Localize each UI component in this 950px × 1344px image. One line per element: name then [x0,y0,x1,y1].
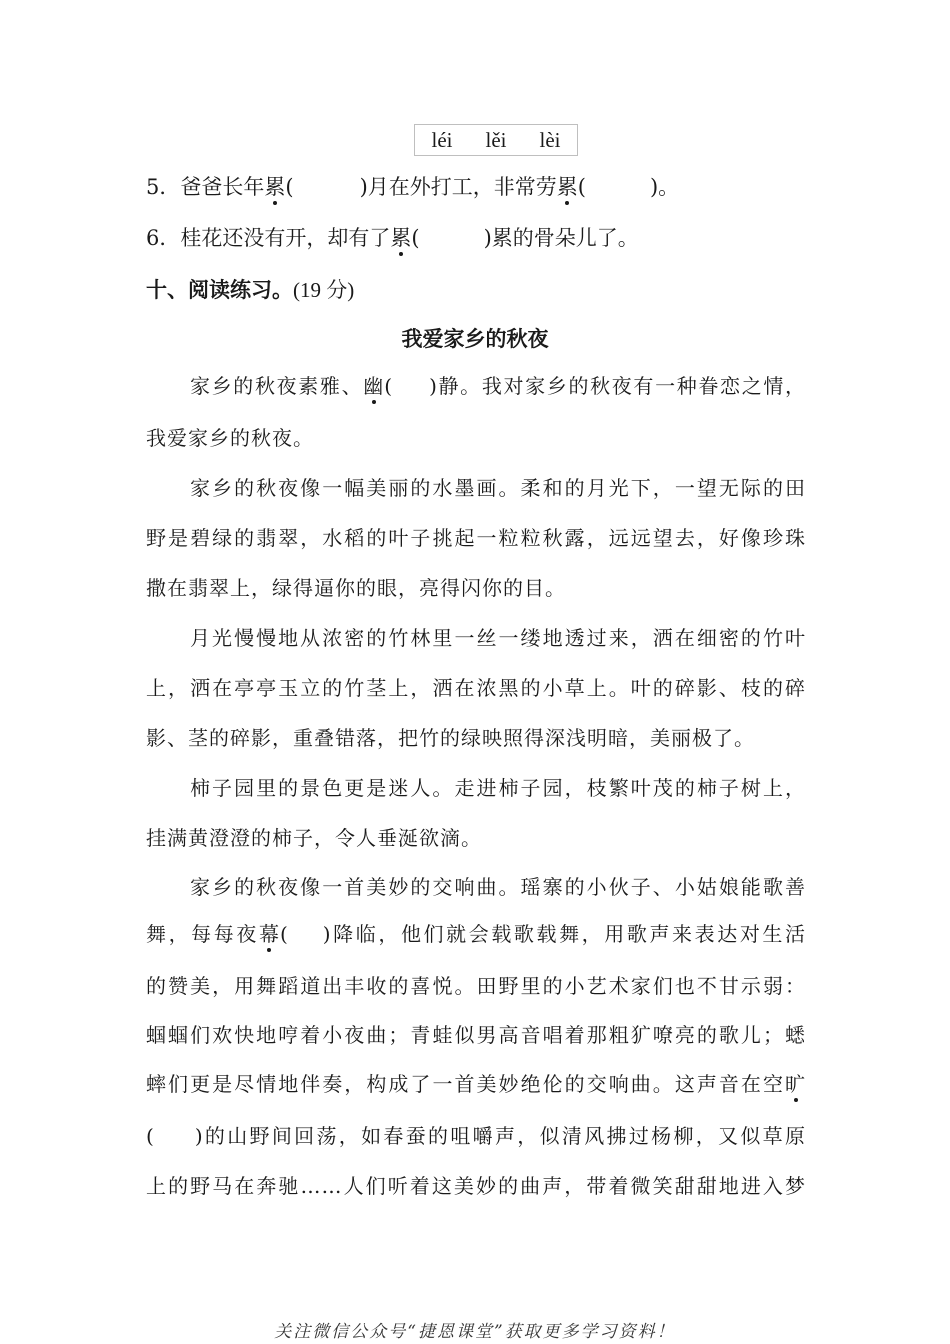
question-6: 6．桂花还没有开，却有了累( )累的骨朵儿了。 [146,223,639,253]
pinyin-options-box [414,124,578,156]
paragraph-line: 家乡的秋夜像一首美妙的交响曲。瑶寨的小伙子、小姑娘能歌善 [190,875,806,899]
dotted-char: 幽 [363,371,384,401]
paragraph-line: 的赞美，用舞蹈道出丰收的喜悦。田野里的小艺术家们也不甘示弱： [146,974,806,998]
paragraph-line: 野是碧绿的翡翠，水稻的叶子挑起一粒粒秋露，远远望去，好像珍珠 [146,526,806,550]
section-score: (19 分) [293,278,355,302]
paragraph-line: 家乡的秋夜素雅、幽( )静。我对家乡的秋夜有一种眷恋之情， [190,371,806,401]
paragraph-line: 挂满黄澄澄的柿子，令人垂涎欲滴。 [146,826,482,850]
dotted-char: 累 [557,172,578,202]
paragraph-line: 蝈蝈们欢快地哼着小夜曲；青蛙似男高音唱着那粗犷嘹亮的歌儿；蟋 [146,1023,806,1047]
paragraph-line: 舞，每每夜幕( )降临，他们就会载歌载舞，用歌声来表达对生活 [146,919,806,949]
paragraph-line: 撒在翡翠上，绿得逼你的眼，亮得闪你的目。 [146,576,566,600]
article-title: 我爱家乡的秋夜 [401,327,549,351]
question-5: 5．爸爸长年累( )月在外打工，非常劳累( )。 [146,172,679,202]
paragraph-line: 上的野马在奔驰……人们听着这美妙的曲声，带着微笑甜甜地进入梦 [146,1174,806,1198]
paragraph-line: ( )的山野间回荡，如春蚕的咀嚼声，似清风拂过杨柳，又似草原 [146,1124,806,1148]
paragraph-line: 影、茎的碎影，重叠错落，把竹的绿映照得深浅明暗，美丽极了。 [146,726,755,750]
paragraph-line: 月光慢慢地从浓密的竹林里一丝一缕地透过来，洒在细密的竹叶 [190,626,806,650]
dotted-char: 旷 [785,1069,806,1099]
footer-note: 关注微信公众号“捷恩课堂”获取更多学习资料！ [274,1322,676,1342]
pinyin-option: lěi [485,127,507,152]
paragraph-line: 柿子园里的景色更是迷人。走进柿子园，枝繁叶茂的柿子树上， [190,776,806,800]
dotted-char: 幕 [259,919,280,949]
paragraph-line: 上，洒在亭亭玉立的竹茎上，洒在浓黑的小草上。叶的碎影、枝的碎 [146,676,806,700]
dotted-char: 累 [264,172,285,202]
pinyin-option: lèi [539,127,561,152]
dotted-char: 累 [390,223,411,253]
section-heading: 十、阅读练习。(19 分) [146,278,355,302]
paragraph-line: 家乡的秋夜像一幅美丽的水墨画。柔和的月光下，一望无际的田 [190,476,806,500]
paragraph-line: 我爱家乡的秋夜。 [146,426,314,450]
pinyin-option: léi [431,127,453,152]
paragraph-line: 蟀们更是尽情地伴奏，构成了一首美妙绝伦的交响曲。这声音在空旷 [146,1069,806,1099]
